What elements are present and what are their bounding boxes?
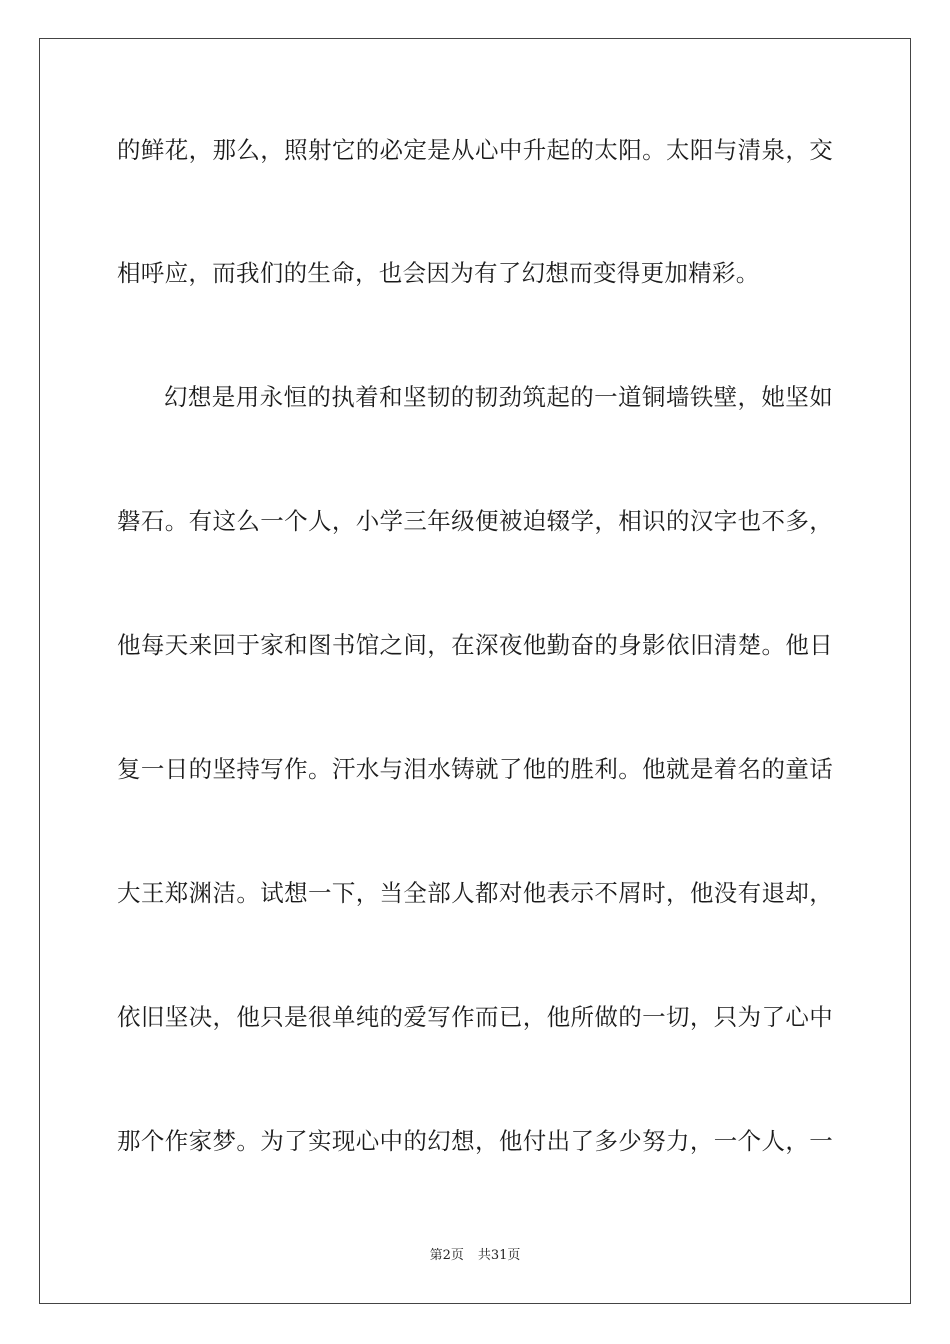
text-line-9: 那个作家梦。为了实现心中的幻想，他付出了多少努力，一个人，一 bbox=[117, 1127, 833, 1155]
text-line-2: 相呼应，而我们的生命，也会因为有了幻想而变得更加精彩。 bbox=[117, 259, 760, 287]
page-footer bbox=[0, 1247, 950, 1265]
page-total: 共31页 bbox=[477, 1248, 521, 1263]
text-line-6: 复一日的坚持写作。汗水与泪水铸就了他的胜利。他就是着名的童话 bbox=[117, 755, 833, 783]
page-border bbox=[39, 38, 911, 1304]
page-number: 第2页 bbox=[429, 1248, 464, 1263]
text-line-7: 大王郑渊洁。试想一下，当全部人都对他表示不屑时，他没有退却， bbox=[117, 879, 833, 907]
text-line-1: 的鲜花，那么，照射它的必定是从心中升起的太阳。太阳与清泉，交 bbox=[117, 136, 833, 164]
text-line-8: 依旧坚决，他只是很单纯的爱写作而已，他所做的一切，只为了心中 bbox=[117, 1003, 833, 1031]
text-line-5: 他每天来回于家和图书馆之间，在深夜他勤奋的身影依旧清楚。他日 bbox=[117, 631, 833, 659]
text-line-4: 磐石。有这么一个人，小学三年级便被迫辍学，相识的汉字也不多， bbox=[117, 507, 833, 535]
paragraph-start-line: 幻想是用永恒的执着和坚韧的韧劲筑起的一道铜墙铁壁，她坚如 bbox=[164, 383, 833, 411]
